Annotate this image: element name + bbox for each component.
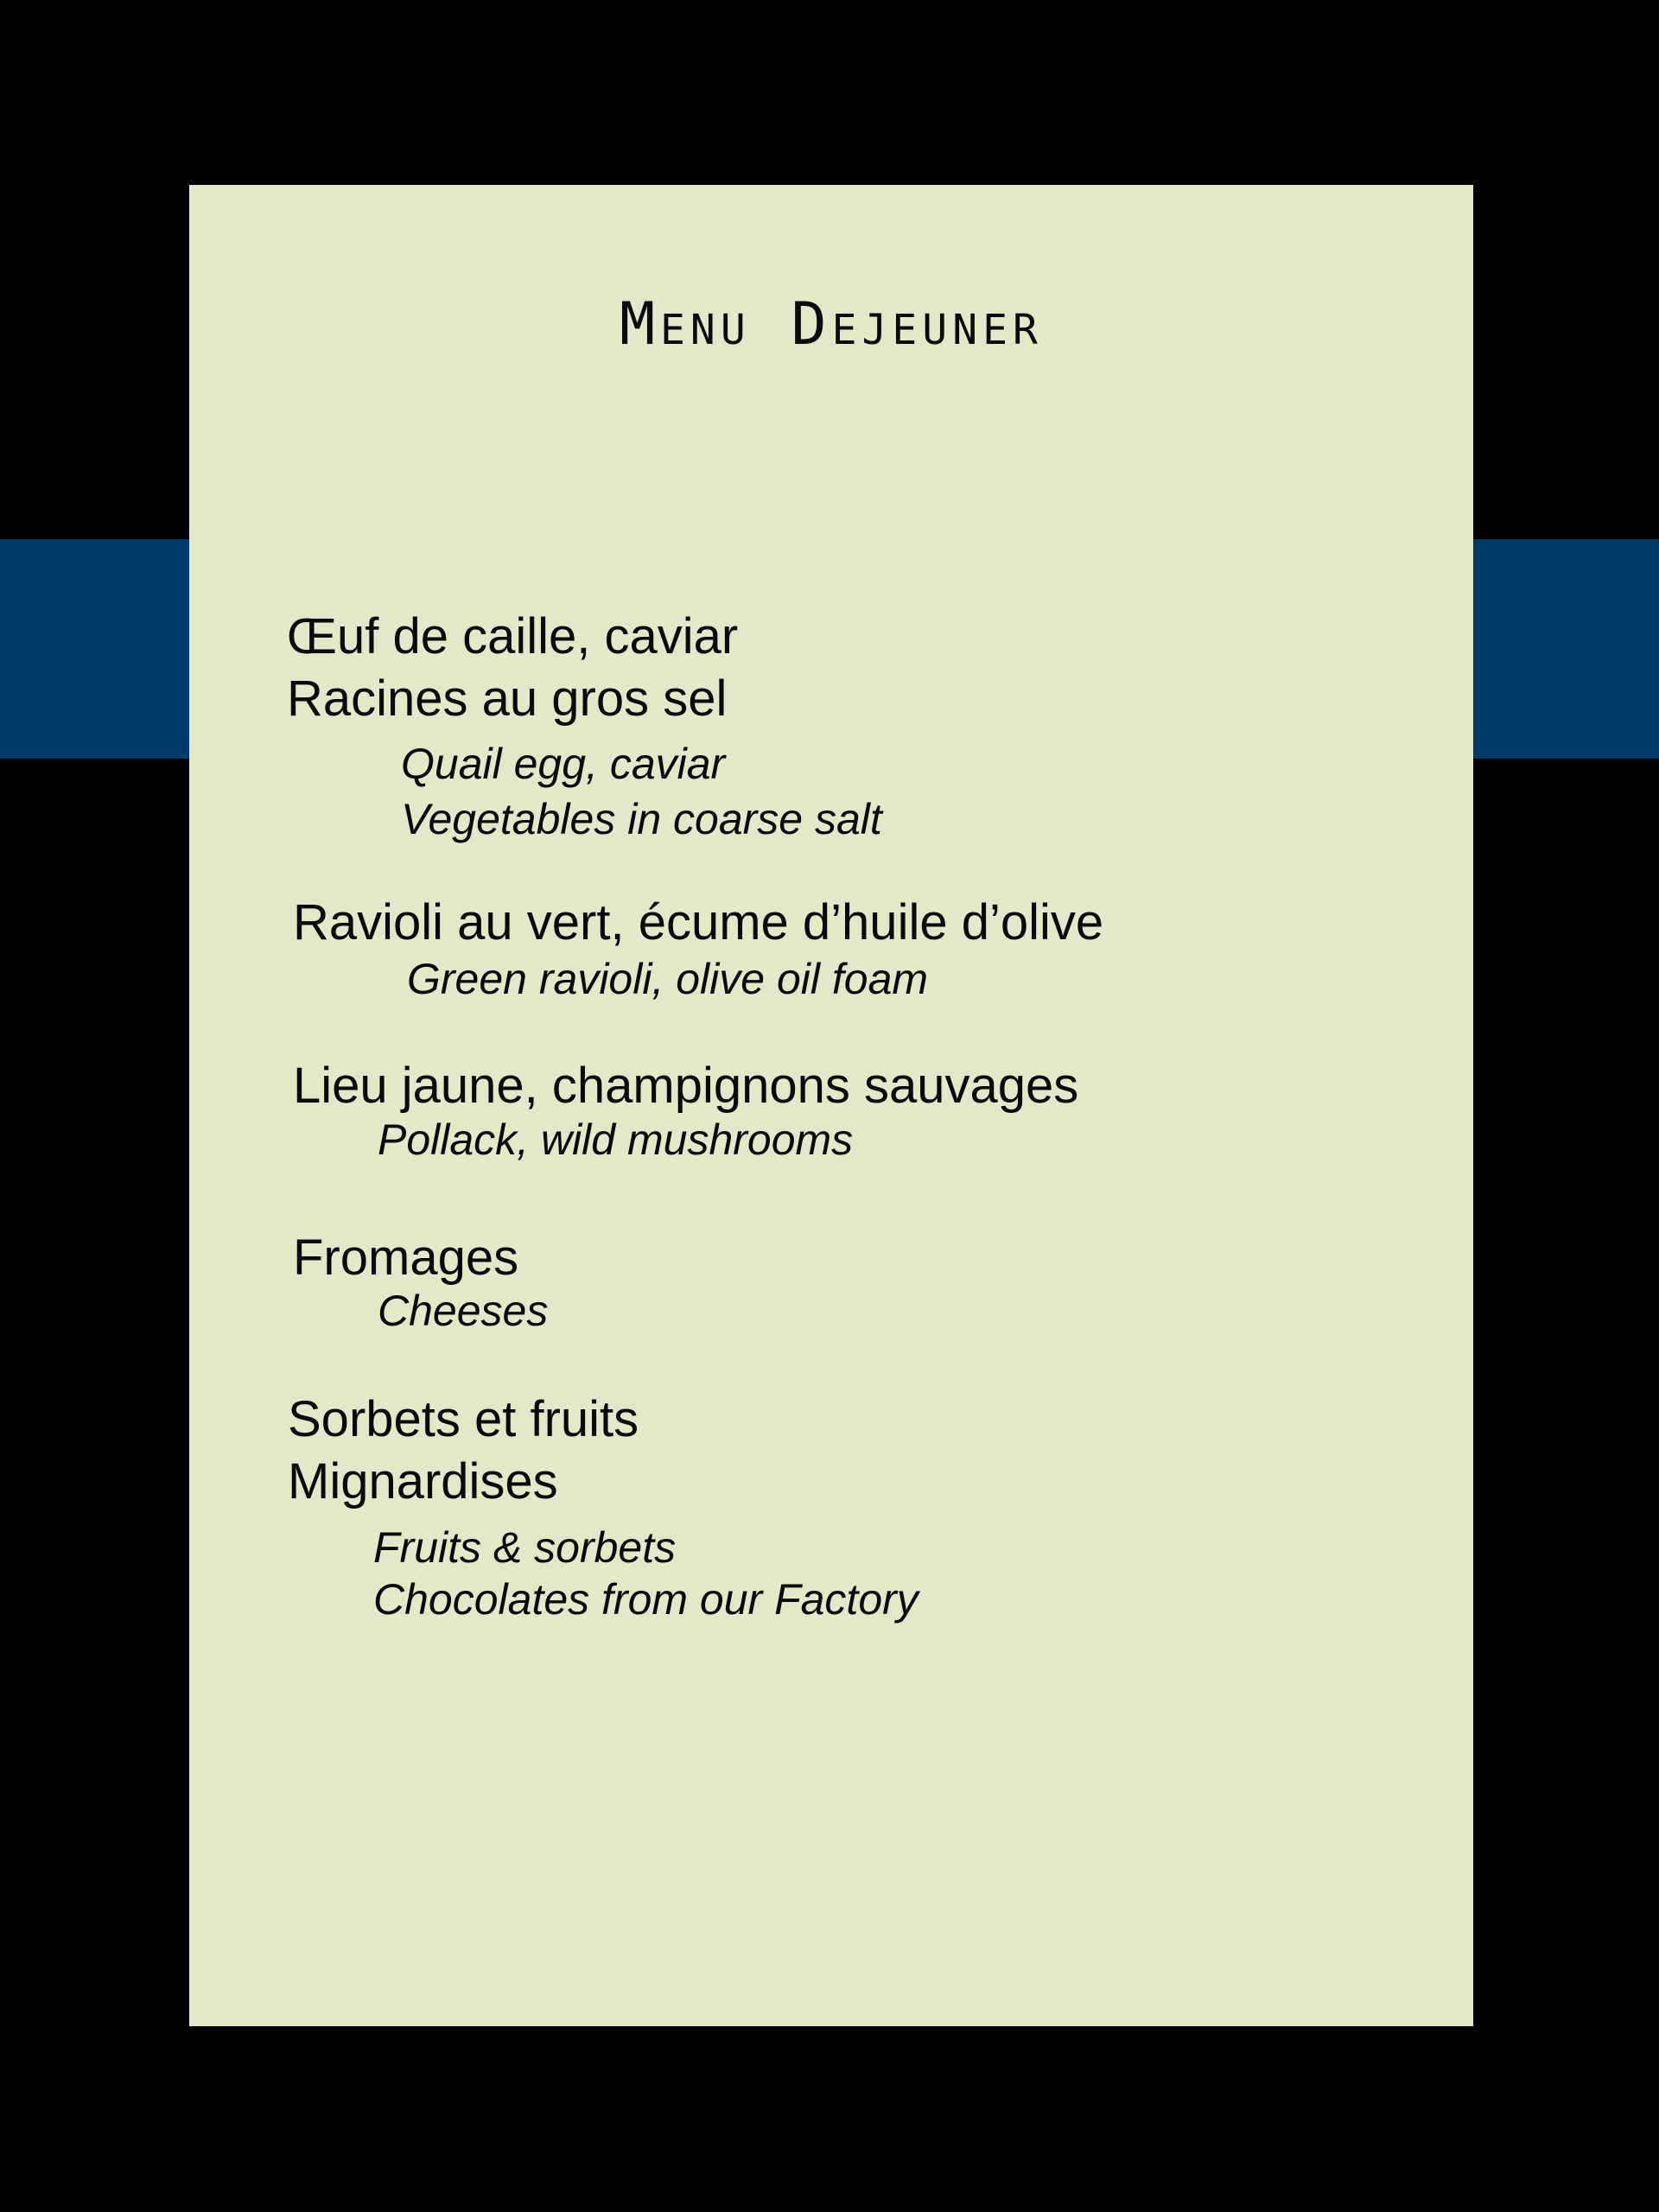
course-5-en-line-1: Fruits & sorbets <box>373 1523 677 1572</box>
course-2-fr-line-1: Ravioli au vert, écume d’huile d’olive <box>293 894 1104 950</box>
course-5-fr-line-1: Sorbets et fruits <box>288 1391 639 1447</box>
course-3-fr-line-1: Lieu jaune, champignons sauvages <box>293 1058 1079 1114</box>
course-2-en-line-1: Green ravioli, olive oil foam <box>407 955 929 1003</box>
menu-card <box>189 185 1473 2026</box>
course-1-en-line-1: Quail egg, caviar <box>401 740 726 788</box>
course-1-fr-line-1: Œuf de caille, caviar <box>287 608 739 664</box>
course-4-fr-line-1: Fromages <box>293 1230 519 1286</box>
course-1-en-line-2: Vegetables in coarse salt <box>401 795 882 843</box>
course-5-fr-line-2: Mignardises <box>288 1453 558 1510</box>
course-1-fr-line-2: Racines au gros sel <box>287 671 728 727</box>
course-3-en-line-1: Pollack, wild mushrooms <box>378 1116 854 1164</box>
course-4-en-line-1: Cheeses <box>378 1287 549 1335</box>
course-5-en-line-2: Chocolates from our Factory <box>373 1575 918 1624</box>
menu-title: Menu Dejeuner <box>620 290 1043 359</box>
